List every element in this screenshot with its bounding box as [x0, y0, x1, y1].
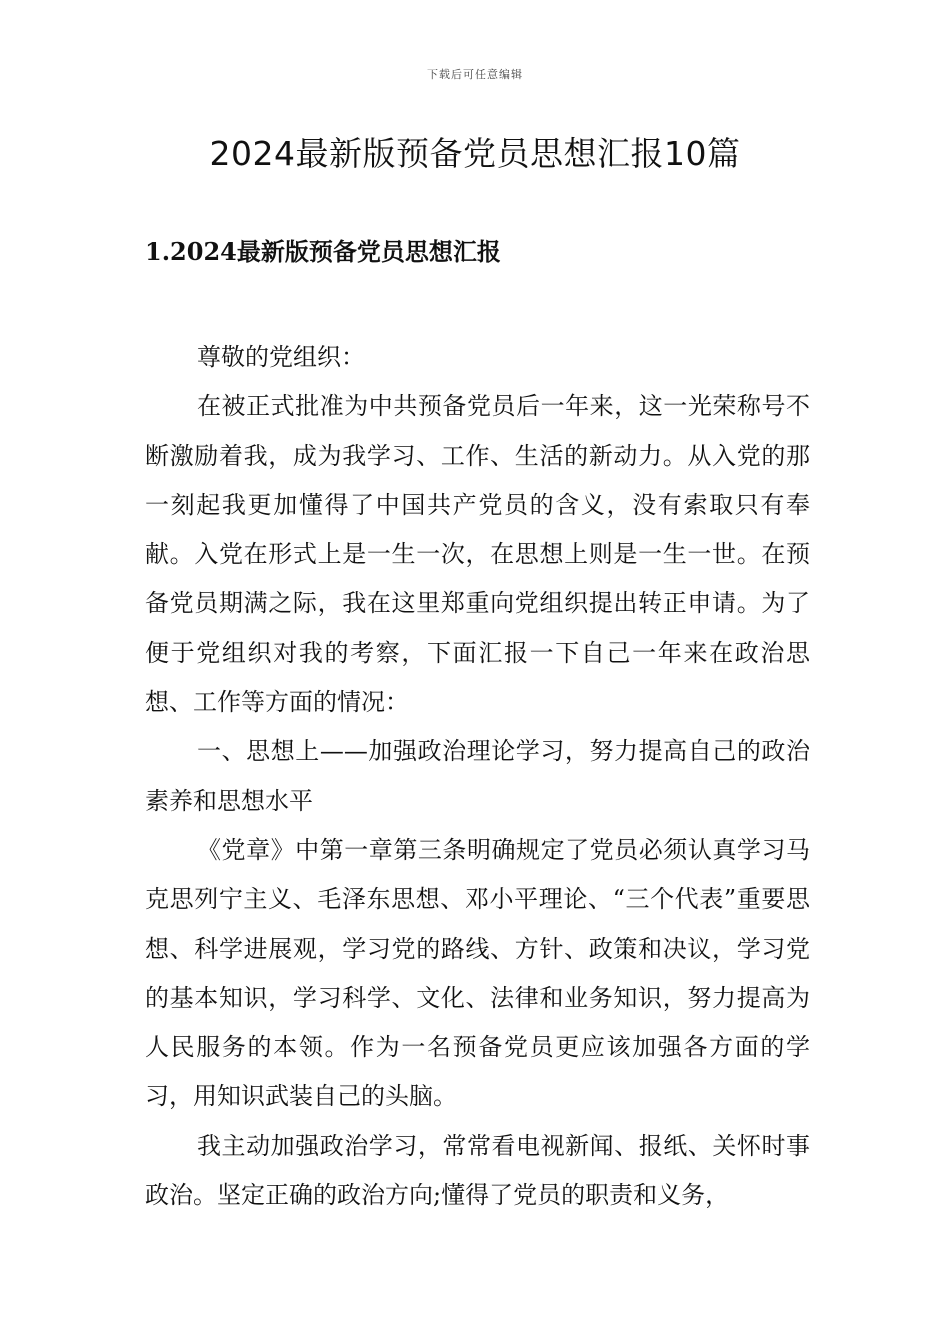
- paragraph: 《党章》中第一章第三条明确规定了党员必须认真学习马克思列宁主义、毛泽东思想、邓小平理论、“三个代表”重要思想、科学进展观，学习党的路线、方针、政策和决议，学习党的基本知识，学习科学、文化、法律和业务知识，努力提高为人民服务的本领。作为一名预备党员更应该加强各方面的学习，用知识武装自己的头脑。: [145, 835, 810, 1111]
- body-text: [145, 333, 810, 1220]
- salutation: 尊敬的党组织：: [197, 343, 365, 371]
- header-note: 下载后可任意编辑: [427, 68, 523, 81]
- section-heading: 1.2024最新版预备党员思想汇报: [145, 237, 501, 266]
- paragraph: 我主动加强政治学习，常常看电视新闻、报纸、关怀时事政治。坚定正确的政治方向;懂得了党员的职责和义务，: [145, 1131, 810, 1210]
- paragraph-subheading: 一、思想上——加强政治理论学习，努力提高自己的政治素养和思想水平: [145, 737, 810, 815]
- paragraph: 在被正式批准为中共预备党员后一年来，这一光荣称号不断激励着我，成为我学习、工作、生活的新动力。从入党的那一刻起我更加懂得了中国共产党员的含义，没有索取只有奉献。入党在形式上是一生一次，在思想上则是一生一世。在预备党员期满之际，我在这里郑重向党组织提出转正申请。为了便于党组织对我的考察，下面汇报一下自己一年来在政治思想、工作等方面的情况：: [145, 392, 810, 717]
- document-title: 2024最新版预备党员思想汇报10篇: [209, 134, 741, 173]
